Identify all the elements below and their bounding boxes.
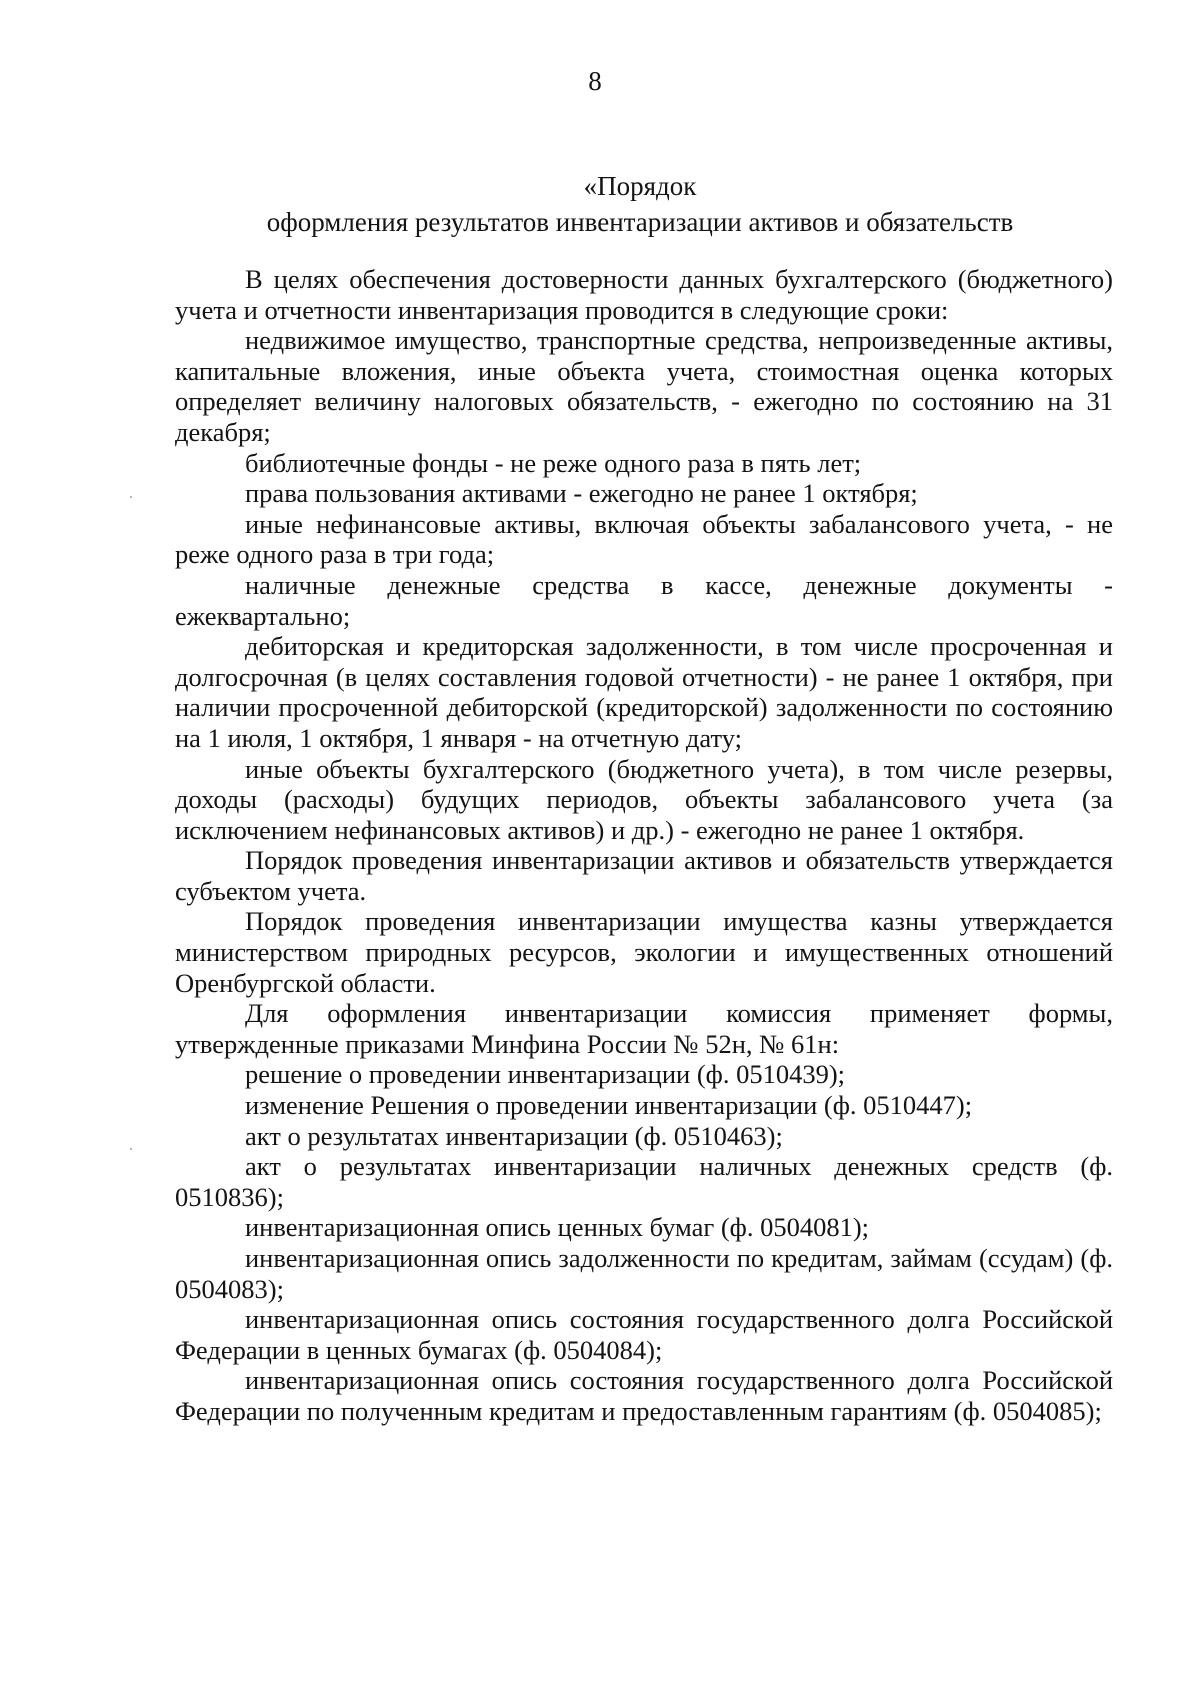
paragraph-usage-rights: права пользования активами - ежегодно не ранее 1 октября; <box>245 478 918 509</box>
paragraph-cash: наличные денежные средства в кассе, денежные документы - ежеквартально; <box>175 569 1113 631</box>
list-item-form-0504083: инвентаризационная опись задолженности по кредитам, займам (ссудам) (ф. 0504083); <box>175 1243 1113 1304</box>
title-line-1: «Порядок <box>583 171 697 201</box>
list-item-form-0510836: акт о результатах инвентаризации наличных денежных средств (ф. 0510836); <box>175 1151 1113 1212</box>
paragraph-receivables-payables: дебиторская и кредиторская задолженности, в том числе просроченная и долгосрочная (в целях составления годовой отчетности) - не ранее 1 октября, при наличии просроченной дебиторской (кредиторской) задолженности по состоянию на 1 июля, 1 октября, 1 января - на отчетную дату; <box>175 631 1113 753</box>
scan-speck <box>130 1148 132 1150</box>
title-line-2: оформления результатов инвентаризации активов и обязательств <box>266 207 1014 237</box>
document-body <box>175 264 1113 1427</box>
paragraph-purpose: В целях обеспечения достоверности данных бухгалтерского (бюджетного) учета и отчетности инвентаризация проводится в следующие сроки: <box>175 264 1113 325</box>
document-title <box>175 168 1105 240</box>
list-item-form-0510447: изменение Решения о проведении инвентаризации (ф. 0510447); <box>245 1090 973 1121</box>
paragraph-real-estate: недвижимое имущество, транспортные средства, непроизведенные активы, капитальные вложения, иные объекта учета, стоимостная оценка которых определяет величину налоговых обязательств, - ежегодно по состоянию на 31 декабря; <box>175 325 1113 447</box>
list-item-form-0504085: инвентаризационная опись состояния государственного долга Российской Федерации по полученным кредитам и предоставленным гарантиям (ф. 0504085); <box>175 1365 1113 1426</box>
paragraph-treasury-property: Порядок проведения инвентаризации имущества казны утверждается министерством природных ресурсов, экологии и имущественных отношений Оренбургской области. <box>175 906 1113 998</box>
paragraph-other-nonfinancial: иные нефинансовые активы, включая объекты забалансового учета, - не реже одного раза в три года; <box>175 508 1113 570</box>
list-item-form-0510439: решение о проведении инвентаризации (ф. 0510439); <box>245 1059 846 1090</box>
scan-speck <box>130 496 132 498</box>
paragraph-library-funds: библиотечные фонды - не реже одного раза в пять лет; <box>245 447 862 478</box>
list-item-form-0504084: инвентаризационная опись состояния государственного долга Российской Федерации в ценных бумагах (ф. 0504084); <box>175 1304 1113 1365</box>
list-item-form-0504081: инвентаризационная опись ценных бумаг (ф. 0504081); <box>245 1212 870 1243</box>
paragraph-forms-intro: Для оформления инвентаризации комиссия применяет формы, утвержденные приказами Минфина России № 52н, № 61н: <box>175 998 1113 1059</box>
list-item-form-0510463: акт о результатах инвентаризации (ф. 0510463); <box>245 1120 783 1151</box>
paragraph-procedure-approval: Порядок проведения инвентаризации активов и обязательств утверждается субъектом учета. <box>175 845 1113 906</box>
paragraph-other-objects: иные объекты бухгалтерского (бюджетного учета), в том числе резервы, доходы (расходы) будущих периодов, объекты забалансового учета (за исключением нефинансовых активов) и др.) - ежегодно не ранее 1 октября. <box>175 753 1113 845</box>
page-number: 8 <box>588 66 602 96</box>
